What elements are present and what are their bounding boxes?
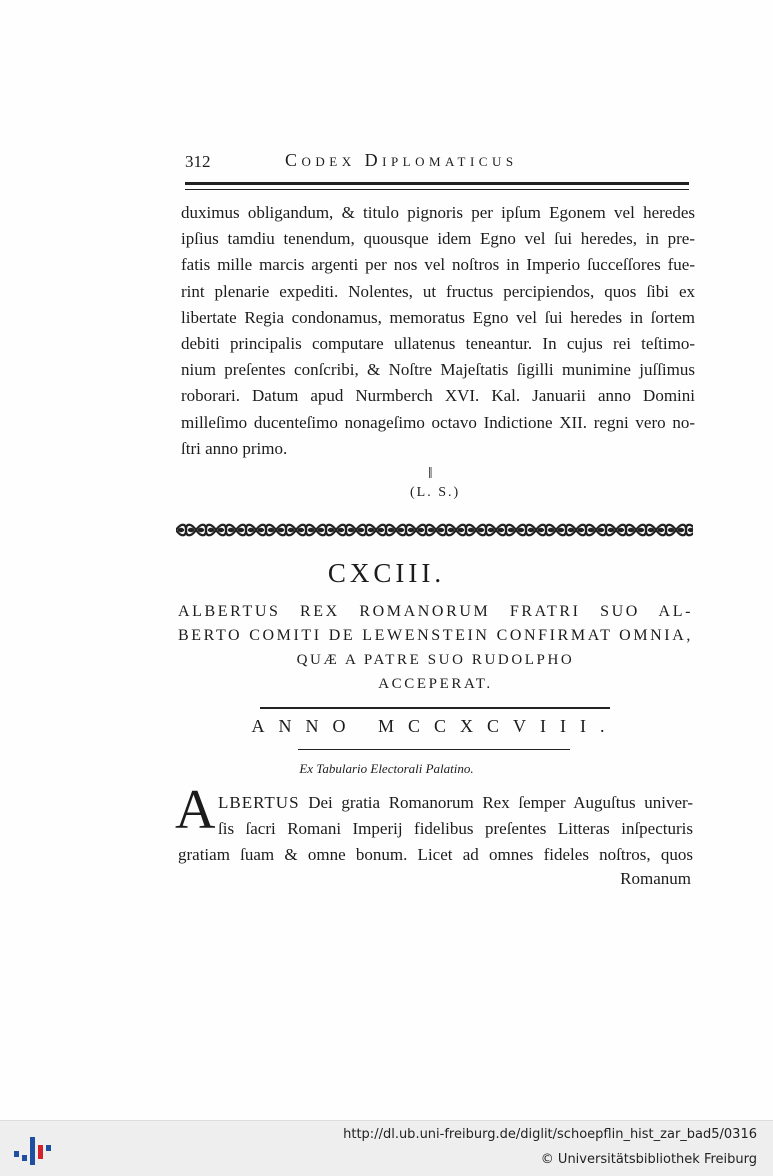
text-line: gratiam ſuam & omne bonum. Licet ad omnes fideles noſtros, quos [178, 845, 693, 865]
text-line: fatis mille marcis argenti per nos vel noſtros in Imperio ſucceſſores fue- [181, 255, 695, 275]
text-line: libertate Regia condonamus, memoratus Egno vel ſui heredes in ſortem [181, 307, 695, 327]
header-rule-thin [185, 189, 689, 190]
title-line: BERTO COMITI DE LEWENSTEIN CONFIRMAT OMNIA, [178, 627, 693, 644]
text-line: rint plenarie expediti. Nolentes, ut fructus percipiendos, quos ſibi ex [181, 281, 695, 301]
permalink-url[interactable]: http://dl.ub.uni-freiburg.de/diglit/schoepflin_hist_zar_bad5/0316 [343, 1127, 757, 1142]
first-word-rest: LBERTUS [218, 793, 300, 812]
viewer-footer [0, 1120, 773, 1176]
text-line: duximus obligandum, & titulo pignoris per ipſum Egonem vel heredes [181, 203, 695, 222]
text-line: debiti principalis computare ullatenus teneantur. In cujus rei teſtimo- [181, 333, 695, 353]
drop-cap: A [175, 779, 216, 841]
copyright-notice: © Universitätsbibliothek Freiburg [540, 1152, 757, 1167]
running-title: Codex Diplomaticus [285, 150, 518, 170]
passage-one [181, 200, 695, 462]
title-line: ACCEPERAT. [378, 676, 493, 692]
page-number: 312 [185, 152, 211, 171]
document-number: CXCIII. [327, 558, 446, 588]
document-source: Ex Tabulario Electorali Palatino. [299, 761, 474, 776]
text-line: ipſius tamdiu tenendum, quousque idem Egno vel ſui heredes, in pre- [181, 229, 695, 249]
text-line [178, 790, 693, 816]
text-line: ſtri anno primo. [181, 438, 288, 458]
title-rule-top [260, 707, 610, 709]
line-one-rest: Dei gratia Romanorum Rex ſemper Auguſtus univer- [308, 793, 693, 812]
document-year: ANNO MCCXCVIII. [251, 716, 619, 736]
ub-freiburg-logo-icon[interactable] [12, 1131, 52, 1171]
passage-two [178, 790, 693, 869]
running-head [185, 150, 690, 176]
text-line: nium preſentes conſcribi, & Noſtre Majeſtatis ſigilli munimine juſſimus [181, 360, 695, 380]
document-title [178, 600, 693, 696]
seal-label: (L. S.) [410, 485, 461, 500]
year-rule [298, 749, 570, 750]
text-line: ſis ſacri Romani Imperij fidelibus preſentes Litteras inſpecturis [218, 819, 693, 839]
text-line: roborari. Datum apud Nurmberch XVI. Kal. Januarii anno Domini [181, 386, 695, 406]
catchword: Romanum [620, 869, 691, 888]
header-rule-thick [185, 182, 689, 185]
title-line: QUÆ A PATRE SUO RUDOLPHO [296, 652, 575, 668]
title-line: ALBERTUS REX ROMANORUM FRATRI SUO AL- [178, 603, 693, 620]
ornamental-border [176, 522, 693, 538]
text-line: milleſimo ducenteſimo nonageſimo octavo Indictione XII. regni vero no- [181, 412, 695, 432]
seal-mark: ǁ [428, 465, 433, 482]
